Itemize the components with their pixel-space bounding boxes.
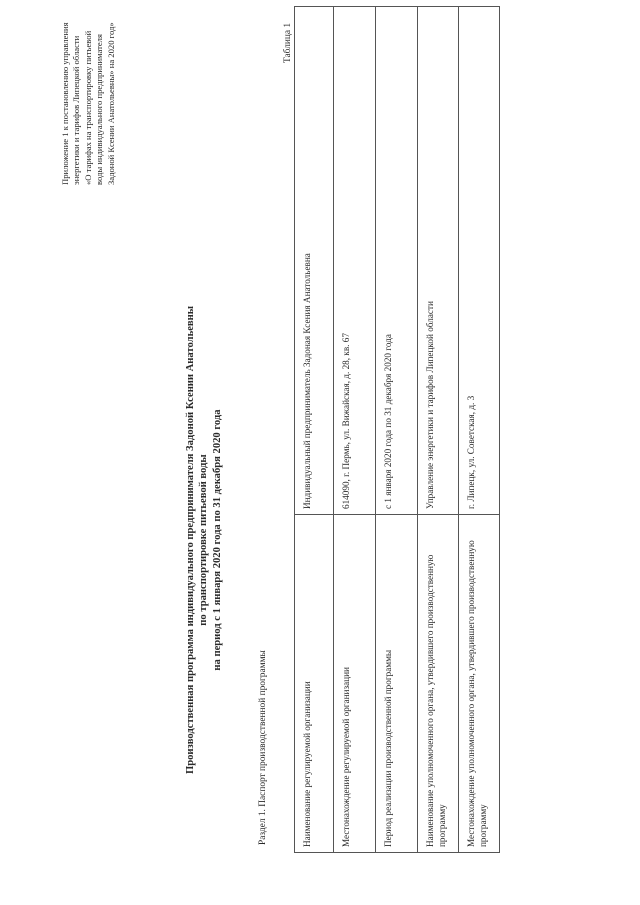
row-label: Местонахождение уполномоченного органа, утвердившего производственную программу (459, 515, 500, 853)
row-value: Индивидуальный предприниматель Задоная Ксения Анатольевна (295, 7, 334, 515)
row-label: Наименование регулируемой организации (295, 515, 334, 853)
title-line: на период с 1 января 2020 года по 31 декабря 2020 года (211, 409, 223, 671)
section-title: Раздел 1. Паспорт производственной программы (258, 650, 268, 845)
appendix-line: Приложение 1 к постановлению управления (60, 22, 70, 185)
row-value: 614090, г. Пермь, ул. Вижайская, д. 28, кв. 67 (334, 7, 376, 515)
row-label: Наименование уполномоченного органа, утвердившего производственную программу (418, 515, 459, 853)
table-row (295, 7, 334, 853)
title-line: по транспортировке питьевой воды (198, 454, 210, 626)
row-label: Местонахождение регулируемой организации (334, 515, 376, 853)
appendix-line: воды индивидуального предпринимателя (94, 34, 105, 185)
row-value: с 1 января 2020 года по 31 декабря 2020 года (376, 7, 418, 515)
table-row (459, 7, 500, 853)
title-line: Производственная программа индивидуального предпринимателя Задоной Ксении Анатольевны (185, 306, 196, 775)
appendix-line: энергетики и тарифов Липецкой области (71, 35, 82, 185)
table-row (376, 7, 418, 853)
document-title (184, 275, 224, 805)
row-value: Управление энергетики и тарифов Липецкой области (418, 7, 459, 515)
appendix-line: Задоной Ксении Анатольевны» на 2020 год» (105, 22, 116, 185)
appendix-line: «О тарифах на транспортировку питьевой (82, 30, 93, 185)
passport-table (294, 6, 500, 853)
table-row (418, 7, 459, 853)
row-value: г. Липецк, ул. Советская, д. 3 (459, 7, 500, 515)
table-row (334, 7, 376, 853)
row-label: Период реализации производственной программы (376, 515, 418, 853)
appendix-note (60, 7, 117, 185)
table-label: Таблица 1 (283, 22, 293, 63)
